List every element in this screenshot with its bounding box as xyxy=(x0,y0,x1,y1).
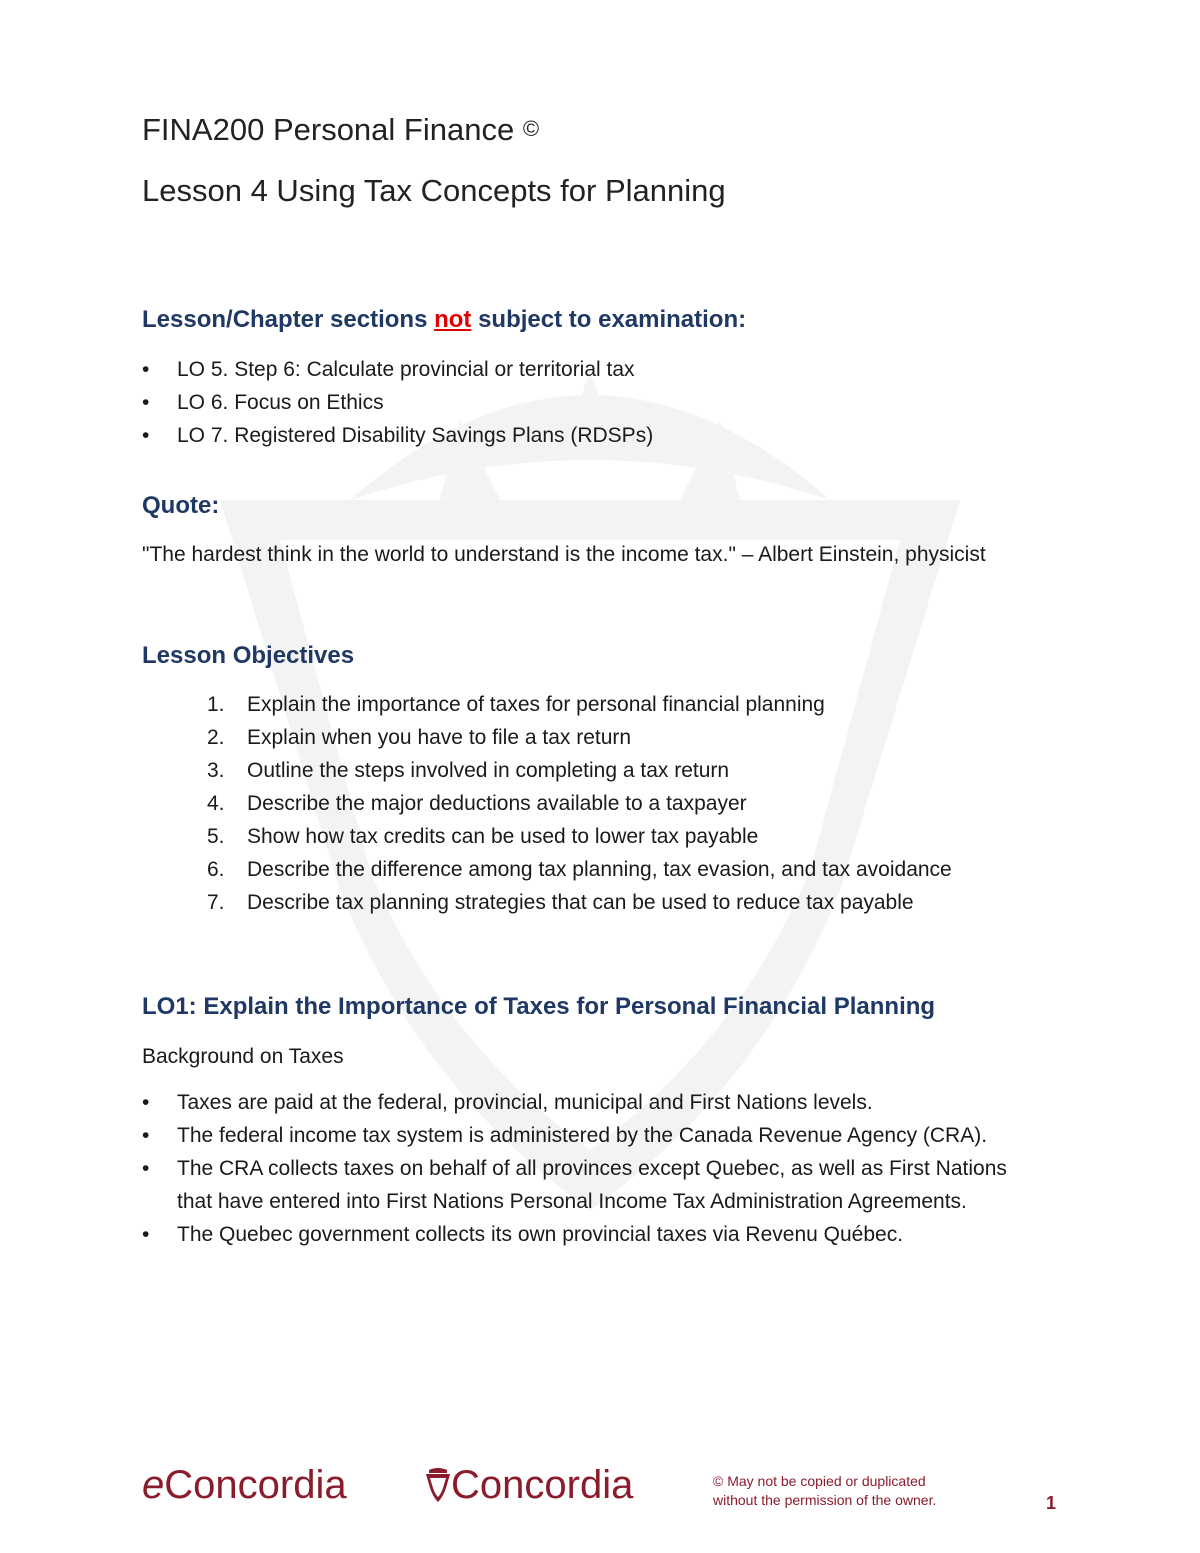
exclusions-heading-after: subject to examination: xyxy=(478,306,747,333)
list-item: • The federal income tax system is administered by the Canada Revenue Agency (CRA). xyxy=(142,1119,1012,1152)
list-item xyxy=(207,787,1067,820)
logo-prefix: e xyxy=(142,1463,165,1507)
list-number: 2. xyxy=(207,726,225,749)
list-item: • LO 5. Step 6: Calculate provincial or territorial tax xyxy=(142,353,1042,386)
lo1-subheading: Background on Taxes xyxy=(142,1045,344,1068)
objectives-heading: Lesson Objectives xyxy=(142,642,355,669)
list-text: Describe the major deductions available to a taxpayer xyxy=(247,792,747,815)
objectives-list xyxy=(207,688,1067,919)
disclaimer-line: without the permission of the owner. xyxy=(713,1492,937,1508)
list-item: • LO 7. Registered Disability Savings Plans (RDSPs) xyxy=(142,419,1042,452)
exclusions-list xyxy=(142,353,1042,452)
list-number: 6. xyxy=(207,858,225,881)
course-title xyxy=(142,112,539,148)
list-text: Explain when you have to file a tax return xyxy=(247,726,632,749)
list-text: Show how tax credits can be used to lower tax payable xyxy=(247,825,759,848)
list-text: Explain the importance of taxes for personal financial planning xyxy=(247,693,825,716)
course-name: FINA200 Personal Finance xyxy=(142,112,515,147)
exclusions-heading-before: Lesson/Chapter sections xyxy=(142,306,428,333)
list-item xyxy=(207,754,1067,787)
exclusions-heading-not: not xyxy=(434,306,472,333)
quote-heading: Quote: xyxy=(142,492,220,519)
list-text: Describe tax planning strategies that can be used to reduce tax payable xyxy=(247,891,914,914)
logo-name: Concordia xyxy=(451,1463,634,1507)
lesson-title: Lesson 4 Using Tax Concepts for Planning xyxy=(142,173,726,208)
copyright-symbol: © xyxy=(522,116,540,141)
list-item: • The Quebec government collects its own provincial taxes via Revenu Québec. xyxy=(142,1218,1042,1251)
page-footer xyxy=(0,1455,1200,1525)
exclusions-heading xyxy=(142,306,746,334)
list-item: • The CRA collects taxes on behalf of all provinces except Quebec, as well as First Nations that have entered into First Nations Personal Income Tax Administration Agreements. xyxy=(142,1152,1042,1218)
list-item xyxy=(207,721,1067,754)
lo1-heading: LO1: Explain the Importance of Taxes for Personal Financial Planning xyxy=(142,993,936,1020)
econcordia-logo xyxy=(142,1463,347,1508)
list-number: 7. xyxy=(207,891,225,914)
concordia-logo xyxy=(425,1463,633,1508)
list-number: 1. xyxy=(207,693,225,716)
list-item xyxy=(207,688,1067,721)
copyright-disclaimer xyxy=(713,1472,936,1510)
concordia-shield-icon xyxy=(425,1468,451,1504)
list-item xyxy=(207,853,1067,886)
disclaimer-line: © May not be copied or duplicated xyxy=(713,1473,926,1489)
list-number: 5. xyxy=(207,825,225,848)
list-item xyxy=(207,886,1067,919)
list-text: Describe the difference among tax planning, tax evasion, and tax avoidance xyxy=(247,858,952,881)
list-number: 3. xyxy=(207,759,225,782)
lo1-list xyxy=(142,1086,1042,1251)
quote-text: "The hardest think in the world to understand is the income tax." – Albert Einstein, physicist xyxy=(142,543,986,566)
list-item xyxy=(207,820,1067,853)
list-item: • LO 6. Focus on Ethics xyxy=(142,386,1042,419)
logo-name: Concordia xyxy=(164,1463,347,1507)
list-text: Outline the steps involved in completing a tax return xyxy=(247,759,730,782)
list-number: 4. xyxy=(207,792,225,815)
list-item: • Taxes are paid at the federal, provincial, municipal and First Nations levels. xyxy=(142,1086,1042,1119)
page-number: 1 xyxy=(1046,1493,1057,1513)
